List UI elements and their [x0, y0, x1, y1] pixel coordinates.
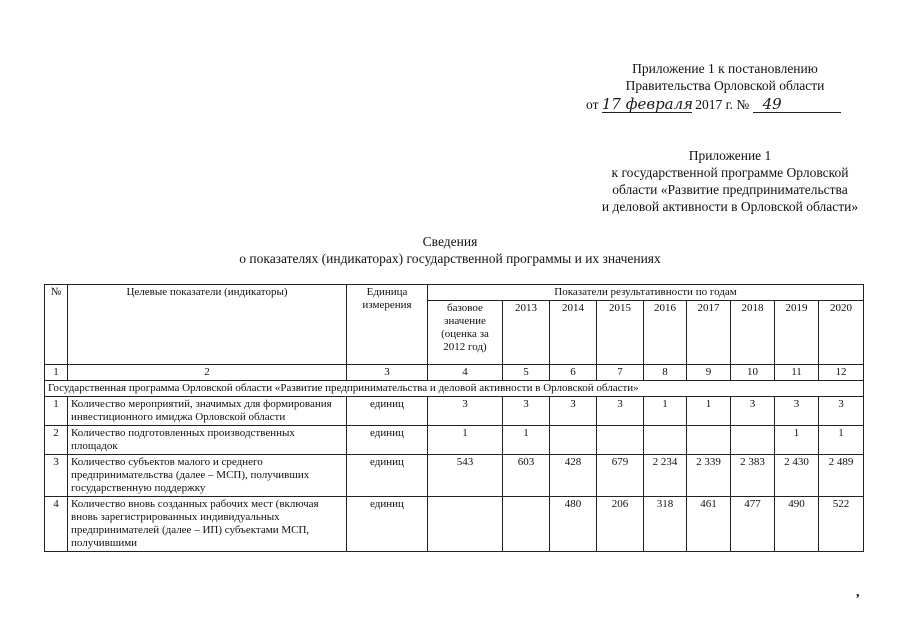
- row-value: 428: [550, 455, 597, 497]
- col-number: 2: [68, 365, 347, 381]
- row-value: 3: [731, 397, 775, 426]
- row-unit: единиц: [347, 455, 428, 497]
- row-value: 1: [503, 426, 550, 455]
- row-value: 477: [731, 497, 775, 552]
- row-num: 1: [45, 397, 68, 426]
- row-value: 461: [687, 497, 731, 552]
- th-year: 2015: [597, 301, 644, 365]
- th-unit: Единица измерения: [347, 285, 428, 365]
- th-year: 2017: [687, 301, 731, 365]
- annex1-line2: Правительства Орловской области: [625, 78, 825, 93]
- table-row: [45, 497, 864, 552]
- row-unit: единиц: [347, 397, 428, 426]
- row-value: 1: [775, 426, 819, 455]
- row-value: 2 383: [731, 455, 775, 497]
- document-title: [150, 233, 750, 267]
- annex1-year-label: 2017 г. №: [695, 97, 750, 112]
- col-number: 3: [347, 365, 428, 381]
- annex2-line1: Приложение 1: [688, 148, 772, 163]
- th-indicator: Целевые показатели (индикаторы): [68, 285, 347, 365]
- row-value: [503, 497, 550, 552]
- col-number: 11: [775, 365, 819, 381]
- row-value: 2 339: [687, 455, 731, 497]
- row-num: 3: [45, 455, 68, 497]
- col-number: 4: [428, 365, 503, 381]
- col-number: 5: [503, 365, 550, 381]
- row-value: 3: [550, 397, 597, 426]
- row-value: 522: [819, 497, 864, 552]
- row-value: 490: [775, 497, 819, 552]
- title-line2: о показателях (индикаторах) государственной программы и их значениях: [239, 251, 661, 266]
- table-row: [45, 455, 864, 497]
- th-year: 2014: [550, 301, 597, 365]
- row-value: [550, 426, 597, 455]
- program-row: [45, 381, 864, 397]
- annex2-block: [575, 147, 885, 215]
- row-unit: единиц: [347, 426, 428, 455]
- annex2-line3: области «Развитие предпринимательства: [612, 182, 848, 197]
- row-num: 4: [45, 497, 68, 552]
- program-title-cell: Государственная программа Орловской области «Развитие предпринимательства и деловой активности в Орловской области»: [45, 381, 864, 397]
- th-num: №: [45, 285, 68, 365]
- th-base: базовое значение (оценка за 2012 год): [428, 301, 503, 365]
- annex1-from-label: от: [586, 97, 599, 112]
- indicators-table: [44, 284, 864, 552]
- col-number: 6: [550, 365, 597, 381]
- table-row: [45, 397, 864, 426]
- row-value: [597, 426, 644, 455]
- col-number: 7: [597, 365, 644, 381]
- th-year: 2018: [731, 301, 775, 365]
- row-value: 2 234: [644, 455, 687, 497]
- col-number: 8: [644, 365, 687, 381]
- row-value: 1: [687, 397, 731, 426]
- row-value: 3: [428, 397, 503, 426]
- row-num: 2: [45, 426, 68, 455]
- row-value: 3: [775, 397, 819, 426]
- th-year: 2013: [503, 301, 550, 365]
- table-row: [45, 426, 864, 455]
- row-value: 318: [644, 497, 687, 552]
- row-value: 480: [550, 497, 597, 552]
- col-number: 1: [45, 365, 68, 381]
- annex1-date-line: [586, 96, 866, 113]
- row-value: 679: [597, 455, 644, 497]
- handwritten-date: 17 февраля: [601, 95, 694, 113]
- row-value: [428, 497, 503, 552]
- handwritten-number: 49: [762, 95, 782, 113]
- row-indicator: Количество подготовленных производственных площадок: [68, 426, 347, 455]
- annex2-line4: и деловой активности в Орловской области»: [601, 199, 859, 214]
- th-group: Показатели результативности по годам: [428, 285, 864, 301]
- header-row-1: [45, 285, 864, 301]
- row-value: 2 489: [819, 455, 864, 497]
- title-line1: Сведения: [422, 234, 478, 249]
- row-value: 2 430: [775, 455, 819, 497]
- th-year: 2019: [775, 301, 819, 365]
- row-value: [687, 426, 731, 455]
- row-value: 1: [428, 426, 503, 455]
- th-year: 2016: [644, 301, 687, 365]
- pen-mark: ,: [856, 585, 860, 600]
- row-value: 543: [428, 455, 503, 497]
- row-value: 206: [597, 497, 644, 552]
- row-value: 3: [503, 397, 550, 426]
- row-indicator: Количество вновь созданных рабочих мест (включая вновь зарегистрированных индивидуальных предпринимателей (далее – ИП) субъектами МСП, получившими: [68, 497, 347, 552]
- row-value: 1: [644, 397, 687, 426]
- col-number: 12: [819, 365, 864, 381]
- row-indicator: Количество субъектов малого и среднего предпринимательства (далее – МСП), получивших государственную поддержку: [68, 455, 347, 497]
- row-value: [731, 426, 775, 455]
- col-number: 9: [687, 365, 731, 381]
- row-value: 3: [597, 397, 644, 426]
- row-value: 3: [819, 397, 864, 426]
- annex1-block: [600, 60, 850, 94]
- annex1-line1: Приложение 1 к постановлению: [632, 61, 818, 76]
- th-year: 2020: [819, 301, 864, 365]
- row-value: 603: [503, 455, 550, 497]
- row-value: [644, 426, 687, 455]
- column-numbers-row: [45, 365, 864, 381]
- annex1-date-field: [602, 96, 692, 113]
- annex1-number-field: [753, 96, 841, 113]
- row-unit: единиц: [347, 497, 428, 552]
- annex2-line2: к государственной программе Орловской: [611, 165, 849, 180]
- row-indicator: Количество мероприятий, значимых для формирования инвестиционного имиджа Орловской области: [68, 397, 347, 426]
- row-value: 1: [819, 426, 864, 455]
- col-number: 10: [731, 365, 775, 381]
